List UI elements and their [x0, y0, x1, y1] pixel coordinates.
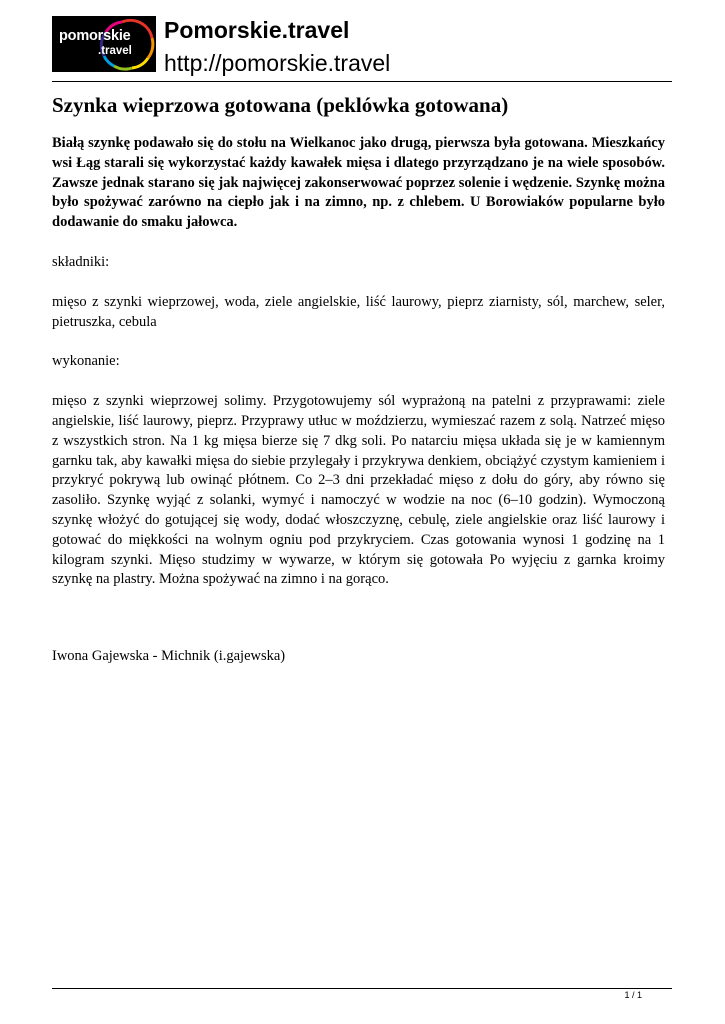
article-lead: Białą szynkę podawało się do stołu na Wielkanoc jako drugą, pierwsza była gotowana. Mieszkańcy wsi Łąg starali się wykorzystać każdy kawałek mięsa i dlatego przyrządzano je na wiele sposobów. Zawsze jednak starano się jak najwięcej zakonserwować poprzez solenie i wędzenie. Szynkę można było spożywać zarówno na ciepło jak i na zimno, np. z chlebem. U Borowiaków popularne było dodawanie do smaku jałowca. [52, 135, 665, 231]
article-title: Szynka wieprzowa gotowana (peklówka gotowana) [52, 93, 509, 117]
article-author: Iwona Gajewska - Michnik (i.gajewska) [52, 648, 286, 665]
header-divider [52, 81, 672, 82]
article-body [52, 90, 665, 667]
page-number: 1 / 1 [624, 990, 642, 1000]
ingredients-label: składniki: [52, 253, 110, 270]
site-url-link[interactable]: http://pomorskie.travel [164, 50, 391, 76]
method-label: wykonanie: [52, 353, 120, 370]
page-header [52, 16, 672, 82]
ingredients-list: mięso z szynki wieprzowej, woda, ziele angielskie, liść laurowy, pieprz ziarnisty, sól, marchew, seler, pietruszka, cebula [52, 293, 665, 330]
logo-text-travel: .travel [98, 45, 132, 57]
pomorskie-travel-logo[interactable] [52, 16, 156, 72]
logo-color-ring-icon [52, 16, 156, 72]
method-text: mięso z szynki wieprzowej solimy. Przygotowujemy sól wyprażoną na patelni z przyprawami: ziele angielskie, liść laurowy, pieprz. Przyprawy utłuc w moździerzu, wymieszać razem z solą. Natrzeć mięso z wszystkich stron. Na 1 kg mięsa bierze się 7 dkg soli. Po natarciu mięsa układa się je w kamiennym garnku tak, aby kawałki mięsa do siebie przylegały i przykrywa denkiem, obciążyć czystym kamieniem i przykryć pokrywą lub owinąć płótnem. Co 2–3 dni przekładać mięso z dołu do góry, aby równo się zasoliło. Szynkę wyjąć z solanki, wymyć i namoczyć w wodzie na noc (6–10 godzin). Wymoczoną szynkę włożyć do gotującej się wody, dodać włoszczyznę, cebulę, ziele angielskie oraz liść laurowy i gotować do miękkości na wolnym ogniu pod przykryciem. Czas gotowania wynosi 1 godzinę na 1 kilogram szynki. Mięso studzimy w wywarze, w którym się gotowała Po wyjęciu z garnka kroimy szynkę na plastry. Można spożywać na zimno i na gorąco. [52, 393, 665, 588]
footer-divider [52, 988, 672, 989]
site-title: Pomorskie.travel [164, 17, 350, 43]
logo-text-pomorskie: pomorskie [59, 28, 131, 44]
